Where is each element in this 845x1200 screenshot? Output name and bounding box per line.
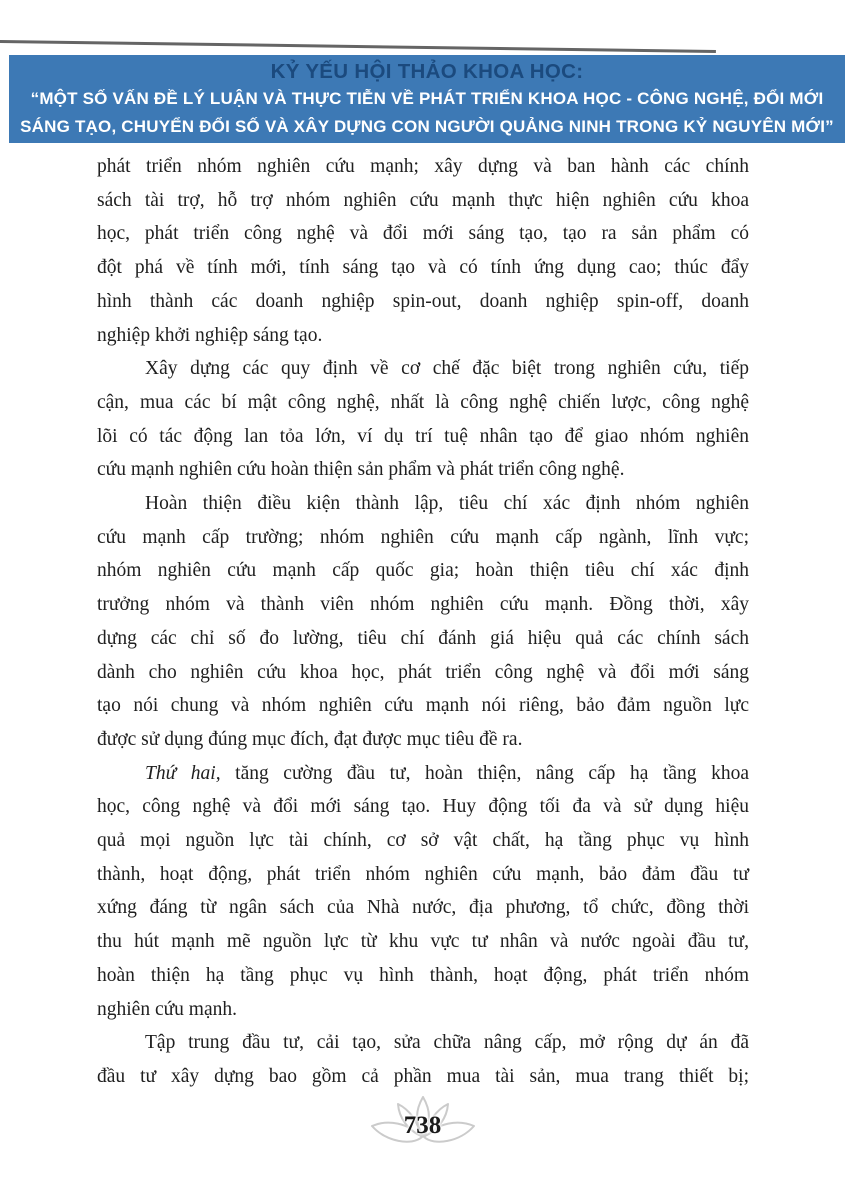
scan-artifact-line [0,40,716,53]
conference-subtitle-line2: SÁNG TẠO, CHUYỂN ĐỔI SỐ VÀ XÂY DỰNG CON NGƯỜI QUẢNG NINH TRONG KỶ NGUYÊN MỚI” [20,117,834,136]
text-line: cận, mua các bí mật công nghệ, nhất là công nghệ chiến lược, công nghệ [97,391,749,413]
text-line: Thứ hai, tăng cường đầu tư, hoàn thiện, nâng cấp hạ tầng khoa [145,762,749,784]
italic-lead: Thứ hai, [145,762,221,784]
text-line: hoàn thiện hạ tầng phục vụ hình thành, hoạt động, phát triển nhóm [97,964,749,986]
text-line: cứu mạnh cấp trường; nhóm nghiên cứu mạnh cấp ngành, lĩnh vực; [97,526,749,548]
text-line: Tập trung đầu tư, cải tạo, sửa chữa nâng cấp, mở rộng dự án đã [145,1032,749,1054]
text-line: đầu tư xây dựng bao gồm cả phần mua tài sản, mua trang thiết bị; [97,1065,749,1087]
text-line: thu hút mạnh mẽ nguồn lực từ khu vực tư nhân và nước ngoài đầu tư, [97,931,749,953]
text-line: nhóm nghiên cứu mạnh cấp quốc gia; hoàn thiện tiêu chí xác định [97,560,749,582]
text-line: tạo nói chung và nhóm nghiên cứu mạnh nói riêng, bảo đảm nguồn lực [97,695,749,717]
body-text [97,150,749,1094]
header-banner [9,55,845,143]
text-line: nghiên cứu mạnh. [97,998,237,1020]
text-line: dựng các chỉ số đo lường, tiêu chí đánh giá hiệu quả các chính sách [97,627,749,649]
text-line: phát triển nhóm nghiên cứu mạnh; xây dựng và ban hành các chính [97,156,749,177]
text-line: hình thành các doanh nghiệp spin-out, doanh nghiệp spin-off, doanh [97,290,749,312]
text-line: Hoàn thiện điều kiện thành lập, tiêu chí xác định nhóm nghiên [145,493,749,515]
text-line: dành cho nghiên cứu khoa học, phát triển công nghệ và đổi mới sáng [97,661,749,683]
text-line: được sử dụng đúng mục đích, đạt được mục tiêu đề ra. [97,728,523,750]
text-line: quả mọi nguồn lực tài chính, cơ sở vật chất, hạ tầng phục vụ hình [97,830,749,852]
conference-subtitle-line1: “MỘT SỐ VẤN ĐỀ LÝ LUẬN VÀ THỰC TIỄN VỀ PHÁT TRIỂN KHOA HỌC - CÔNG NGHỆ, ĐỔI MỚI [30,89,824,108]
page-number: 738 [403,1112,442,1139]
text-line: sách tài trợ, hỗ trợ nhóm nghiên cứu mạnh thực hiện nghiên cứu khoa [97,189,749,211]
text-line: học, phát triển công nghệ và đổi mới sáng tạo, tạo ra sản phẩm có [97,223,749,245]
text-line: cứu mạnh nghiên cứu hoàn thiện sản phẩm và phát triển công nghệ. [97,459,625,481]
text-line: nghiệp khởi nghiệp sáng tạo. [97,324,323,346]
text-line: thành, hoạt động, phát triển nhóm nghiên cứu mạnh, bảo đảm đầu tư [97,863,749,885]
proceedings-title: KỶ YẾU HỘI THẢO KHOA HỌC: [270,60,584,83]
text-line: lõi có tác động lan tỏa lớn, ví dụ trí tuệ nhân tạo để giao nhóm nghiên [97,425,749,447]
text-line: Xây dựng các quy định về cơ chế đặc biệt trong nghiên cứu, tiếp [145,358,749,380]
text-line: xứng đáng từ ngân sách của Nhà nước, địa phương, tổ chức, đồng thời [97,897,749,919]
text-line: học, công nghệ và đổi mới sáng tạo. Huy động tối đa và sử dụng hiệu [97,796,749,818]
text-line: trưởng nhóm và thành viên nhóm nghiên cứu mạnh. Đồng thời, xây [97,594,749,616]
text-line: đột phá về tính mới, tính sáng tạo và có tính ứng dụng cao; thúc đẩy [97,257,749,279]
page-footer [0,1096,845,1156]
